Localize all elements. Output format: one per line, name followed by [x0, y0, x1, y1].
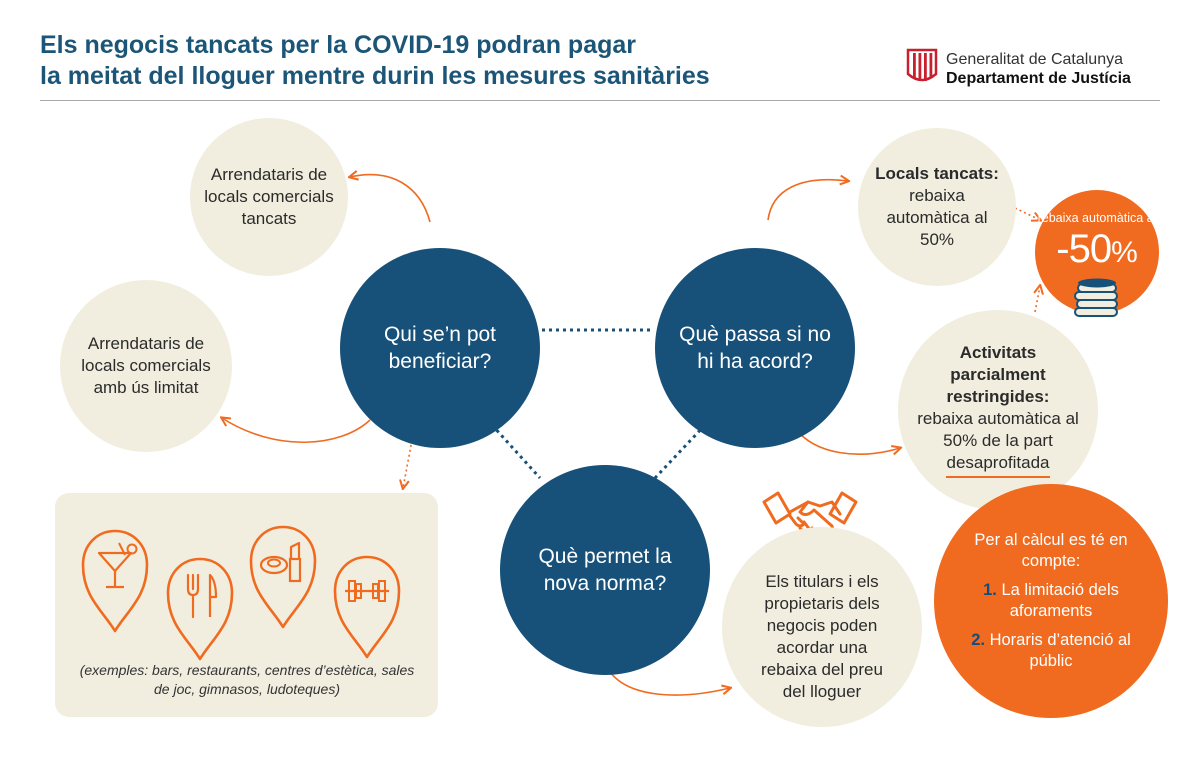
calculation-item-1-text: La limitació dels aforaments	[1001, 581, 1119, 620]
arrow-qui-to-limitat	[222, 418, 370, 442]
closed-premises-title: Locals tancats:	[875, 164, 999, 183]
discount-unit: %	[1111, 236, 1138, 269]
dotted-arrow-locals-to-discount	[1015, 208, 1040, 220]
calculation-item-2-number: 2.	[971, 631, 985, 649]
beneficiary-limited-text: Arrendataris de locals comercials amb ús limitat	[81, 334, 211, 397]
calculation-intro: Per al càlcul es té en compte:	[974, 531, 1128, 570]
cosmetics-icon	[243, 519, 323, 631]
coins-icon	[1072, 276, 1120, 320]
question-new-norm-text: Què permet la nova norma?	[538, 545, 672, 595]
closed-premises-rule	[858, 128, 1016, 286]
calculation-criteria	[934, 484, 1168, 718]
title-line-2: la meitat del lloguer mentre durin les mesures sanitàries	[40, 62, 710, 90]
discount-caption: rebaixa automàtica al	[1037, 211, 1157, 225]
closed-premises-text: rebaixa automàtica al 50%	[886, 186, 988, 249]
beneficiary-closed-text: Arrendataris de locals comercials tancats	[204, 165, 334, 228]
discount-value	[1056, 228, 1138, 274]
arrow-nova-to-titulars	[610, 672, 730, 695]
calculation-item-2	[958, 630, 1144, 672]
beneficiary-closed-premises	[190, 118, 348, 276]
examples-panel	[55, 493, 438, 717]
logo-department-name: Departament de Justícia	[946, 70, 1131, 87]
examples-caption: (exemples: bars, restaurants, centres d’estètica, sales de joc, gimnasos, ludoteques)	[79, 662, 415, 697]
question-new-norm	[500, 465, 710, 675]
calculation-item-1	[958, 580, 1144, 622]
logo-government-name: Generalitat de Catalunya	[946, 51, 1123, 68]
dotted-arrow-to-examples	[403, 440, 412, 488]
question-who-text: Qui se’n pot beneficiar?	[383, 323, 497, 373]
dumbbell-icon	[327, 549, 407, 661]
agreement-explanation-text: Els titulars i els propietaris dels negocis poden acordar una rebaixa del preu del lloguer	[761, 572, 883, 701]
cutlery-icon	[160, 551, 240, 663]
question-no-agreement-text: Què passa si no hi ha acord?	[679, 323, 831, 373]
beneficiary-limited-use	[60, 280, 232, 452]
arrow-que-to-locals	[768, 180, 848, 220]
partial-restriction-rule	[898, 310, 1098, 510]
calculation-item-2-text: Horaris d’atenció al públic	[989, 631, 1131, 670]
calculation-item-1-number: 1.	[983, 581, 997, 599]
arrow-que-to-parcial	[795, 428, 900, 454]
partial-restriction-text: rebaixa automàtica al 50% de la part	[917, 409, 1079, 450]
title-line-1: Els negocis tancats per la COVID-19 podran pagar	[40, 31, 637, 59]
arrow-qui-to-tancats	[350, 175, 430, 222]
cocktail-icon	[75, 523, 155, 635]
question-no-agreement	[655, 248, 855, 448]
dotted-link-qui-nova	[492, 425, 540, 478]
discount-number: -50	[1056, 227, 1112, 271]
dotted-arrow-parcial-to-discount	[1035, 286, 1040, 312]
agreement-explanation	[722, 527, 922, 727]
dotted-link-que-nova	[655, 425, 705, 478]
partial-restriction-underlined: desaprofitada	[946, 452, 1049, 478]
partial-restriction-title: Activitats parcialment restringides:	[946, 343, 1050, 406]
question-who-benefits	[340, 248, 540, 448]
